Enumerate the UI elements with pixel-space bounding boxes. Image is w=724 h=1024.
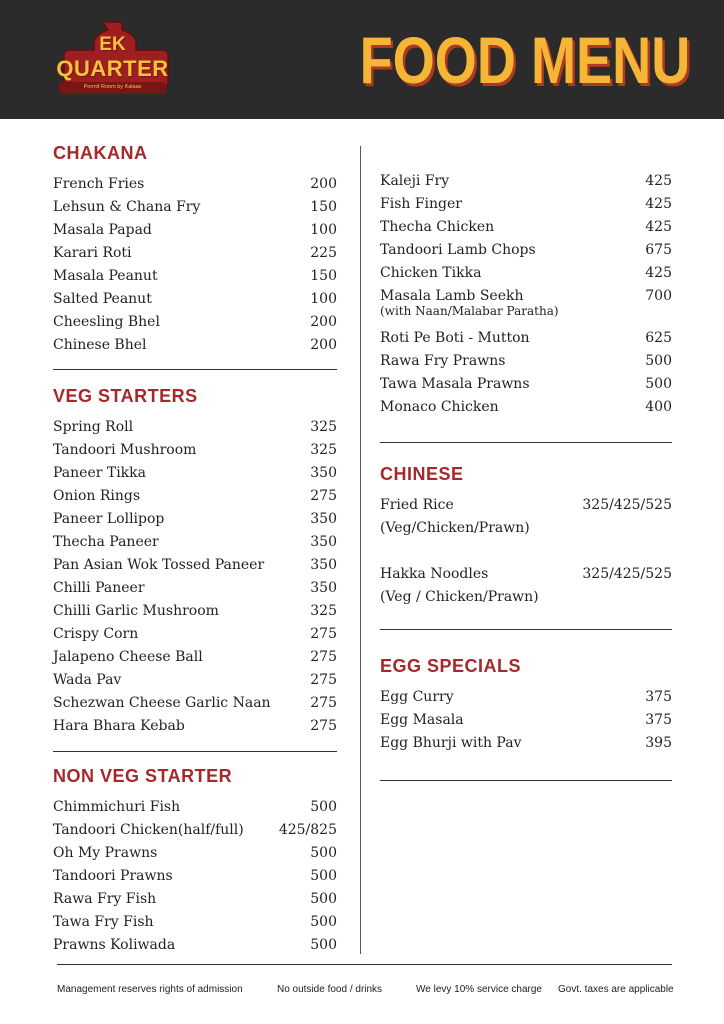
section-title-chakana: CHAKANA	[53, 143, 148, 163]
item-price: 350	[310, 511, 337, 527]
item-price: 275	[310, 626, 337, 642]
footer-note-outside-food: No outside food / drinks	[277, 984, 383, 995]
item-name: Fried Rice	[380, 497, 454, 513]
item-price: 375	[645, 689, 672, 705]
item-name: Thecha Paneer	[53, 534, 159, 550]
item-name: Cheesling Bhel	[53, 314, 160, 330]
item-name: Tawa Fry Fish	[53, 914, 154, 930]
menu-item	[53, 865, 337, 888]
section-egg-specials	[380, 654, 672, 755]
item-price: 275	[310, 695, 337, 711]
logo-tagline: Permit Room by Kalaas	[83, 84, 142, 90]
item-name: Hakka Noodles	[380, 566, 489, 582]
item-price: 500	[645, 376, 672, 392]
logo-text-ek: EK	[99, 34, 126, 55]
menu-item	[53, 439, 337, 462]
item-price: 200	[310, 337, 337, 353]
item-name: Egg Bhurji with Pav	[380, 735, 522, 751]
item-price: 350	[310, 534, 337, 550]
item-price: 325	[310, 419, 337, 435]
section-divider	[53, 751, 337, 752]
menu-item	[53, 796, 337, 819]
item-price: 425	[645, 219, 672, 235]
item-price: 275	[310, 649, 337, 665]
item-price: 395	[645, 735, 672, 751]
item-name: Egg Curry	[380, 689, 454, 705]
menu-item	[53, 715, 337, 738]
item-price: 225	[310, 245, 337, 261]
section-divider	[380, 442, 672, 443]
menu-item	[53, 623, 337, 646]
item-name: Thecha Chicken	[380, 219, 495, 235]
section-veg-starters	[53, 384, 337, 738]
menu-item	[53, 288, 337, 311]
menu-item	[380, 327, 672, 350]
item-name: Salted Peanut	[53, 291, 152, 307]
item-name: Masala Papad	[53, 222, 152, 238]
header-band	[0, 0, 724, 119]
item-name: Lehsun & Chana Fry	[53, 199, 201, 215]
menu-item	[380, 193, 672, 216]
item-price: 275	[310, 718, 337, 734]
footer-note-taxes: Govt. taxes are applicable	[558, 984, 674, 995]
item-price: 350	[310, 465, 337, 481]
item-price: 325/425/525	[582, 566, 672, 582]
item-price: 500	[310, 891, 337, 907]
item-name: Onion Rings	[53, 488, 141, 504]
menu-item	[380, 350, 672, 373]
item-name: Paneer Lollipop	[53, 511, 165, 527]
item-price: 425/825	[278, 822, 337, 838]
menu-item	[380, 709, 672, 732]
item-price: 200	[310, 176, 337, 192]
section-title-non-veg-starter: NON VEG STARTER	[53, 766, 233, 786]
item-price: 375	[645, 712, 672, 728]
item-price: 200	[310, 314, 337, 330]
section-chinese	[380, 462, 672, 609]
item-name: Spring Roll	[53, 419, 134, 435]
menu-item	[53, 508, 337, 531]
menu-item	[53, 196, 337, 219]
item-price: 275	[310, 488, 337, 504]
item-name: Fish Finger	[380, 196, 462, 212]
item-name: Pan Asian Wok Tossed Paneer	[53, 557, 265, 573]
menu-item	[380, 686, 672, 709]
item-price: 675	[645, 242, 672, 258]
item-name: French Fries	[53, 176, 145, 192]
item-price: 325	[310, 442, 337, 458]
menu-item	[53, 242, 337, 265]
menu-item	[380, 732, 672, 755]
menu-item	[380, 563, 672, 586]
item-price: 350	[310, 557, 337, 573]
item-price: 500	[310, 914, 337, 930]
menu-item	[53, 173, 337, 196]
menu-item	[53, 485, 337, 508]
item-name: Monaco Chicken	[380, 399, 499, 415]
item-name: Jalapeno Cheese Ball	[53, 649, 203, 665]
menu-item	[380, 239, 672, 262]
menu-item	[53, 334, 337, 357]
menu-item	[53, 462, 337, 485]
menu-item	[380, 494, 672, 517]
section-divider	[380, 780, 672, 781]
logo-text-quarter: QUARTER	[56, 56, 169, 81]
page-title: FOOD MENU	[359, 23, 690, 97]
item-name: Tandoori Prawns	[53, 868, 173, 884]
item-name: Masala Lamb Seekh	[380, 288, 524, 304]
item-name: Chicken Tikka	[380, 265, 482, 281]
item-price: 500	[645, 353, 672, 369]
section-divider	[380, 629, 672, 630]
menu-item	[380, 262, 672, 285]
item-price: 500	[310, 937, 337, 953]
item-price: 325	[310, 603, 337, 619]
item-price: 100	[310, 222, 337, 238]
menu-item	[53, 311, 337, 334]
footer-note-service-charge: We levy 10% service charge	[416, 984, 542, 995]
item-name: Rawa Fry Fish	[53, 891, 157, 907]
item-name: Tandoori Lamb Chops	[380, 242, 536, 258]
item-price: 425	[645, 173, 672, 189]
item-price: 425	[645, 196, 672, 212]
footer-divider	[57, 964, 672, 965]
item-name: Prawns Koliwada	[53, 937, 176, 953]
spacer	[380, 540, 672, 563]
item-name: Tandoori Mushroom	[53, 442, 197, 458]
item-name: Schezwan Cheese Garlic Naan	[53, 695, 271, 711]
item-price: 400	[645, 399, 672, 415]
item-name: Chilli Paneer	[53, 580, 145, 596]
item-price: 500	[310, 868, 337, 884]
menu-item	[53, 819, 337, 842]
item-name: Wada Pav	[53, 672, 122, 688]
item-name: Rawa Fry Prawns	[380, 353, 506, 369]
menu-item	[53, 646, 337, 669]
item-name: Paneer Tikka	[53, 465, 146, 481]
menu-item	[53, 888, 337, 911]
item-name: Karari Roti	[53, 245, 132, 261]
section-title-egg-specials: EGG SPECIALS	[380, 656, 522, 676]
item-name: Crispy Corn	[53, 626, 139, 642]
menu-item	[53, 219, 337, 242]
item-name: Egg Masala	[380, 712, 464, 728]
section-divider	[53, 369, 337, 370]
item-price: 150	[310, 268, 337, 284]
menu-item	[380, 216, 672, 239]
right-column	[380, 170, 672, 781]
item-price: 625	[645, 330, 672, 346]
item-name: Oh My Prawns	[53, 845, 158, 861]
item-name: Kaleji Fry	[380, 173, 450, 189]
item-name: Chilli Garlic Mushroom	[53, 603, 219, 619]
menu-item	[53, 600, 337, 623]
menu-item	[380, 170, 672, 193]
item-price: 350	[310, 580, 337, 596]
item-name: Chinese Bhel	[53, 337, 147, 353]
item-name: Masala Peanut	[53, 268, 158, 284]
item-variants: (Veg/Chicken/Prawn)	[380, 520, 530, 536]
item-note: (with Naan/Malabar Paratha)	[380, 304, 559, 318]
item-variants: (Veg / Chicken/Prawn)	[380, 589, 539, 605]
menu-item	[53, 577, 337, 600]
menu-item	[53, 934, 337, 957]
section-title-chinese: CHINESE	[380, 464, 464, 484]
menu-item	[53, 554, 337, 577]
item-price: 500	[310, 799, 337, 815]
menu-item	[53, 911, 337, 934]
item-name: Hara Bhara Kebab	[53, 718, 185, 734]
item-price: 100	[310, 291, 337, 307]
item-price: 325/425/525	[582, 497, 672, 513]
menu-item	[53, 842, 337, 865]
menu-item	[380, 396, 672, 419]
item-name: Roti Pe Boti - Mutton	[380, 330, 530, 346]
footer-note-admission: Management reserves rights of admission	[57, 984, 243, 995]
section-chakana	[53, 141, 337, 357]
item-price: 700	[645, 288, 672, 304]
column-divider	[360, 146, 361, 954]
item-price: 150	[310, 199, 337, 215]
item-name: Tandoori Chicken(half/full)	[53, 822, 244, 838]
section-non-veg-starter	[53, 764, 337, 957]
menu-item	[53, 692, 337, 715]
item-price: 425	[645, 265, 672, 281]
menu-item	[53, 416, 337, 439]
item-price: 500	[310, 845, 337, 861]
menu-item	[53, 531, 337, 554]
menu-item	[53, 669, 337, 692]
ek-quarter-logo	[55, 20, 170, 104]
item-name: Tawa Masala Prawns	[380, 376, 530, 392]
left-column	[53, 141, 337, 957]
menu-item	[380, 373, 672, 396]
item-price: 275	[310, 672, 337, 688]
item-name: Chimmichuri Fish	[53, 799, 181, 815]
section-title-veg-starters: VEG STARTERS	[53, 386, 198, 406]
menu-item	[53, 265, 337, 288]
section-non-veg-continued	[380, 170, 672, 419]
